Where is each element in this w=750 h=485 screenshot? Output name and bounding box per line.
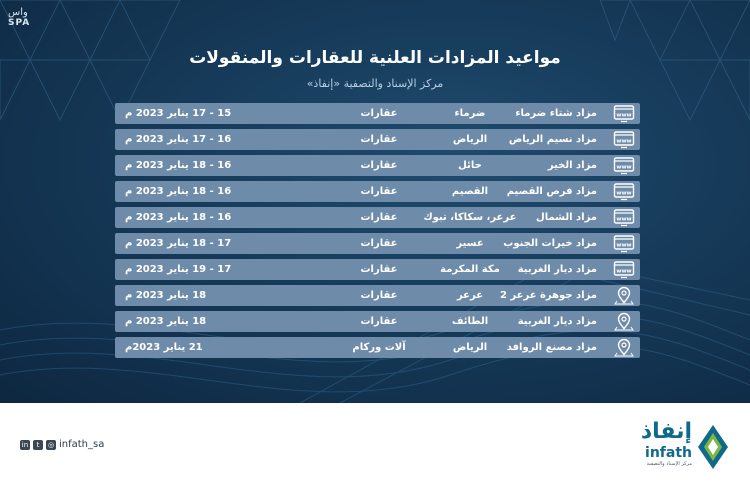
- auction-city: الطائف: [451, 316, 489, 327]
- social-handle[interactable]: [20, 439, 104, 450]
- auction-name: مزاد مصنع الروافد: [506, 342, 597, 353]
- auction-date: 15 - 17 يناير 2023 م: [125, 108, 232, 119]
- online-auction-icon: [613, 234, 635, 253]
- auction-date: 21 يناير 2023م: [125, 342, 203, 353]
- auction-row: [115, 337, 640, 358]
- online-auction-icon: [613, 182, 635, 201]
- twitter-icon[interactable]: t: [33, 440, 43, 450]
- auction-city: عرعر، سكاكا، تبوك: [423, 212, 517, 223]
- auction-row: [115, 285, 640, 306]
- auction-name: مزاد نسيم الرياض: [508, 134, 597, 145]
- infath-logo-latin: infath: [645, 445, 692, 461]
- auction-city: عرعر: [456, 290, 484, 301]
- auction-name: مزاد خيرات الجنوب: [503, 238, 597, 249]
- auction-city: حائل: [458, 160, 482, 171]
- auction-city: مكة المكرمة: [440, 264, 500, 275]
- svg-text:www: www: [616, 164, 632, 171]
- page-title: مواعيد المزادات العلنية للعقارات والمنقولات: [189, 48, 561, 68]
- auction-type: عقارات: [360, 290, 398, 301]
- infath-logo-arabic: إنفاذ: [640, 419, 692, 444]
- location-pin-icon: [613, 286, 635, 305]
- auction-row: [115, 129, 640, 150]
- svg-text:www: www: [616, 112, 632, 119]
- auction-type: عقارات: [360, 264, 398, 275]
- auction-city: عسير: [456, 238, 484, 249]
- auction-date: 18 يناير 2023 م: [125, 290, 207, 301]
- auction-type: عقارات: [360, 212, 398, 223]
- auction-date: 17 - 19 يناير 2023 م: [125, 264, 232, 275]
- auction-city: الرياض: [452, 342, 488, 353]
- auction-type: عقارات: [360, 186, 398, 197]
- auction-row: [115, 311, 640, 332]
- auction-type: عقارات: [360, 160, 398, 171]
- auction-city: القصيم: [451, 186, 489, 197]
- svg-text:www: www: [616, 138, 632, 145]
- page-subtitle: مركز الإسناد والتصفية «إنفاذ»: [306, 77, 444, 90]
- auction-name: مزاد ديار الغربية: [517, 264, 597, 275]
- infath-logo: [636, 419, 728, 471]
- auction-name: مزاد ديار الغربية: [517, 316, 597, 327]
- svg-text:www: www: [616, 190, 632, 197]
- auction-type: عقارات: [360, 238, 398, 249]
- social-handle-text: infath_sa: [59, 439, 105, 450]
- online-auction-icon: [613, 156, 635, 175]
- auction-name: مزاد شتاء ضرماء: [515, 108, 597, 119]
- auction-name: مزاد فرص القصيم: [506, 186, 597, 197]
- instagram-icon[interactable]: ◎: [47, 440, 55, 449]
- auction-date: 16 - 18 يناير 2023 م: [125, 160, 232, 171]
- auction-date: 18 يناير 2023 م: [125, 316, 207, 327]
- auction-name: مزاد الشمال: [536, 212, 597, 223]
- auction-date: 16 - 17 يناير 2023 م: [125, 134, 232, 145]
- auction-name: مزاد جوهرة عرعر 2: [499, 290, 597, 301]
- spa-logo-arabic: واس: [8, 7, 28, 18]
- auction-type: عقارات: [360, 134, 398, 145]
- infath-logo-subtitle: مركز الإسناد والتصفية: [646, 461, 692, 467]
- svg-text:www: www: [616, 242, 632, 249]
- auction-row: [115, 207, 640, 228]
- auction-date: 16 - 18 يناير 2023 م: [125, 212, 232, 223]
- auction-city: الرياض: [452, 134, 488, 145]
- location-pin-icon: [613, 312, 635, 331]
- online-auction-icon: [613, 130, 635, 149]
- auction-row: [115, 259, 640, 280]
- linkedin-icon[interactable]: in: [21, 440, 29, 449]
- online-auction-icon: [613, 104, 635, 123]
- auction-name: مزاد الخير: [547, 160, 597, 171]
- online-auction-icon: [613, 260, 635, 279]
- auction-row: [115, 103, 640, 124]
- auction-row: [115, 233, 640, 254]
- footer: [0, 403, 750, 485]
- auction-city: ضرماء: [454, 108, 486, 119]
- spa-logo: [8, 8, 30, 28]
- online-auction-icon: [613, 208, 635, 227]
- location-pin-icon: [613, 338, 635, 357]
- auction-row: [115, 181, 640, 202]
- auction-type: آلات وركام: [352, 342, 406, 353]
- auction-type: عقارات: [360, 316, 398, 327]
- auction-date: 17 - 18 يناير 2023 م: [125, 238, 232, 249]
- svg-text:www: www: [616, 268, 632, 275]
- auction-date: 16 - 18 يناير 2023 م: [125, 186, 232, 197]
- spa-logo-latin: SPA: [8, 18, 31, 28]
- svg-text:www: www: [616, 216, 632, 223]
- auction-row: [115, 155, 640, 176]
- auction-type: عقارات: [360, 108, 398, 119]
- infath-emblem-icon: [698, 425, 728, 469]
